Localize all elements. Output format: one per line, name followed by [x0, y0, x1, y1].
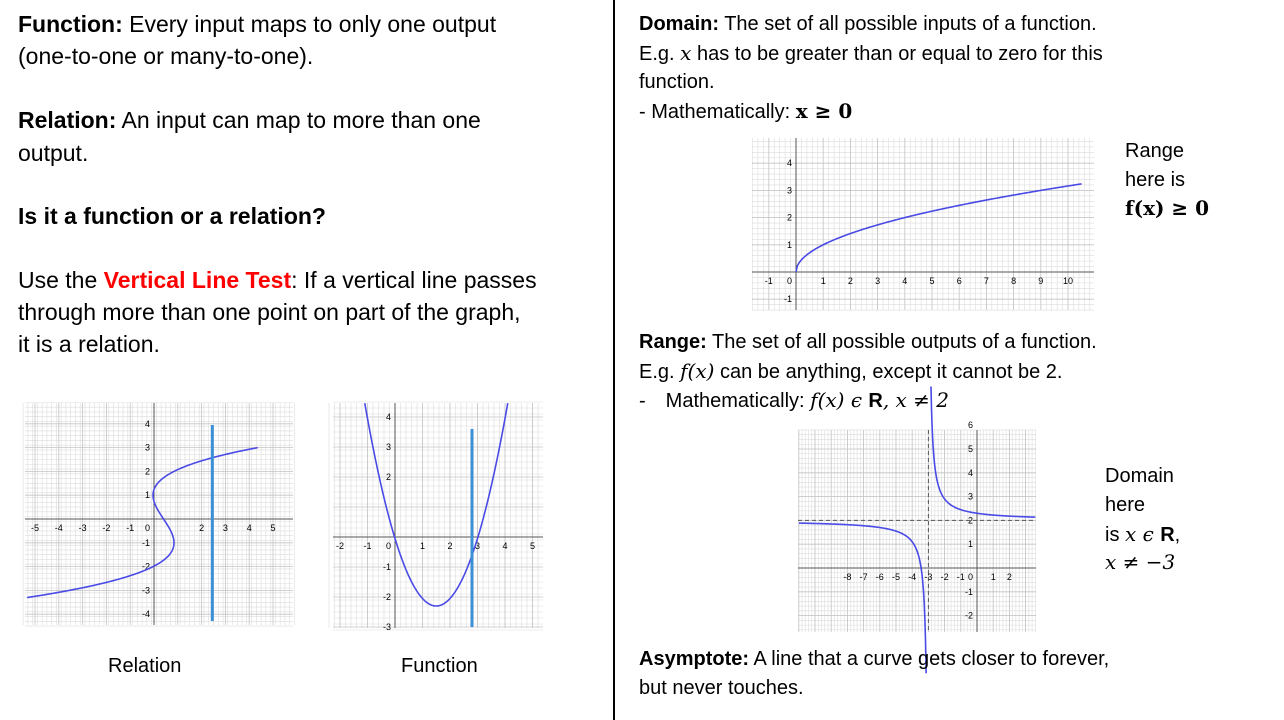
y-tick-label: 4: [385, 412, 391, 422]
function-definition: Function: Every input maps to only one output: [18, 11, 497, 37]
x-tick-label: 8: [1011, 276, 1017, 286]
range-math: - Mathematically: f(x) ϵ R, x ≠ 2: [639, 388, 950, 412]
y-tick-label: 3: [786, 185, 792, 196]
y-tick-label: 4: [786, 158, 792, 169]
vertical-line-test-line2: through more than one point on part of the graph,: [18, 299, 521, 325]
vertical-line-test-term: Vertical Line Test: [103, 267, 292, 293]
x-tick-label: -2: [335, 541, 345, 551]
domain-definition: Domain: The set of all possible inputs of a function.: [639, 13, 1097, 35]
domain-note-line4: x ≠ −3: [1105, 550, 1176, 574]
range-example: E.g. f(x) can be anything, except it cannot be 2.: [639, 359, 1063, 383]
y-tick-label: 1: [144, 490, 150, 501]
y-tick-label: 2: [967, 515, 973, 526]
function-caption: Function: [401, 655, 478, 677]
x-tick-label: 1: [990, 572, 996, 582]
domain-example: E.g. x has to be greater than or equal to zero for this: [639, 41, 1103, 65]
function-graph: [333, 403, 543, 632]
x-tick-label: -4: [908, 572, 917, 582]
x-tick-label: 1: [419, 541, 426, 551]
question-heading: Is it a function or a relation?: [18, 203, 326, 229]
y-tick-label: 1: [786, 239, 792, 250]
x-tick-label: -3: [924, 572, 933, 582]
asymptote-definition: Asymptote: A line that a curve gets closer to forever,: [639, 648, 1110, 670]
origin-label: 0: [144, 523, 150, 533]
x-tick-label: 4: [246, 523, 252, 533]
x-tick-label: 4: [902, 276, 908, 286]
relation-graph: [25, 403, 293, 625]
y-tick-label: -1: [141, 537, 150, 548]
hyperbola-graph: [798, 420, 1036, 632]
y-tick-label: -1: [382, 562, 391, 572]
domain-math: - Mathematically: x ≥ 0: [639, 99, 853, 123]
y-tick-label: 3: [144, 442, 150, 453]
x-tick-label: -1: [363, 541, 372, 551]
y-tick-label: 1: [967, 539, 973, 550]
x-tick-label: 5: [929, 276, 935, 286]
parabola-curve: [365, 403, 508, 606]
x-tick-label: 2: [847, 276, 853, 286]
y-tick-label: 5: [967, 444, 973, 454]
x-tick-label: 6: [956, 276, 962, 286]
x-tick-label: 3: [474, 541, 481, 551]
origin-label: 0: [967, 572, 973, 582]
y-tick-label: 6: [967, 420, 973, 431]
range-note-line2: here is: [1125, 169, 1186, 191]
x-tick-label: 1: [820, 276, 826, 286]
range-note-line1: Range: [1125, 140, 1184, 162]
y-tick-label: -1: [964, 586, 973, 597]
vertical-line-test-text: Use the Vertical Line Test: If a vertical line passes: [18, 267, 537, 293]
y-tick-label: -2: [964, 610, 973, 621]
sqrt-curve: [796, 184, 1082, 272]
origin-label: 0: [385, 541, 391, 551]
y-tick-label: -4: [141, 609, 150, 620]
relation-caption: Relation: [108, 655, 182, 677]
sqrt-graph: [752, 138, 1094, 310]
x-tick-label: -3: [78, 523, 87, 533]
y-tick-label: 2: [144, 466, 150, 477]
x-tick-label: 5: [270, 523, 276, 533]
y-tick-label: 4: [967, 467, 973, 478]
y-tick-label: 2: [786, 212, 792, 223]
x-tick-label: 10: [1062, 276, 1074, 286]
x-tick-label: -2: [102, 523, 111, 533]
x-tick-label: -4: [54, 523, 63, 533]
y-tick-label: 4: [144, 418, 150, 429]
x-tick-label: 2: [1006, 572, 1012, 582]
x-tick-label: 3: [875, 276, 881, 286]
x-tick-label: 2: [199, 523, 205, 533]
asymptote-definition-line2: but never touches.: [639, 677, 804, 699]
y-tick-label: -2: [382, 592, 391, 602]
relation-definition: Relation: An input can map to more than one: [18, 107, 481, 133]
y-tick-label: -3: [382, 622, 391, 632]
vertical-line-test-line3: it is a relation.: [18, 331, 160, 357]
x-tick-label: -7: [859, 572, 868, 582]
x-tick-label: -1: [956, 572, 965, 582]
x-tick-label: -6: [875, 572, 884, 582]
domain-example-line2: function.: [639, 71, 715, 93]
range-note-math: f(x) ≥ 0: [1125, 196, 1210, 220]
y-tick-label: 2: [385, 472, 391, 482]
x-tick-label: -2: [940, 572, 949, 582]
x-tick-label: -5: [891, 572, 901, 582]
y-tick-label: 3: [967, 491, 973, 502]
x-tick-label: -1: [764, 276, 773, 286]
y-tick-label: -2: [141, 561, 150, 572]
x-tick-label: 3: [222, 523, 228, 533]
x-tick-label: 5: [529, 541, 536, 551]
column-divider: [613, 0, 615, 720]
y-tick-label: -3: [141, 585, 150, 596]
x-tick-label: 7: [983, 276, 989, 286]
domain-note-line2: here: [1105, 494, 1146, 516]
relation-definition-line2: output.: [18, 140, 89, 166]
domain-note-line3: is x ϵ R,: [1105, 522, 1181, 546]
x-tick-label: -8: [843, 572, 852, 582]
y-tick-label: -1: [783, 294, 792, 305]
x-tick-label: -1: [126, 523, 135, 533]
x-tick-label: 9: [1038, 276, 1044, 286]
x-tick-label: 2: [447, 541, 453, 551]
range-definition: Range: The set of all possible outputs of a function.: [639, 331, 1097, 353]
function-definition-line2: (one-to-one or many-to-one).: [18, 43, 314, 69]
origin-label: 0: [786, 276, 792, 286]
x-tick-label: 4: [502, 541, 508, 551]
domain-note-line1: Domain: [1105, 465, 1174, 487]
x-tick-label: -5: [30, 523, 40, 533]
y-tick-label: 3: [385, 442, 391, 452]
